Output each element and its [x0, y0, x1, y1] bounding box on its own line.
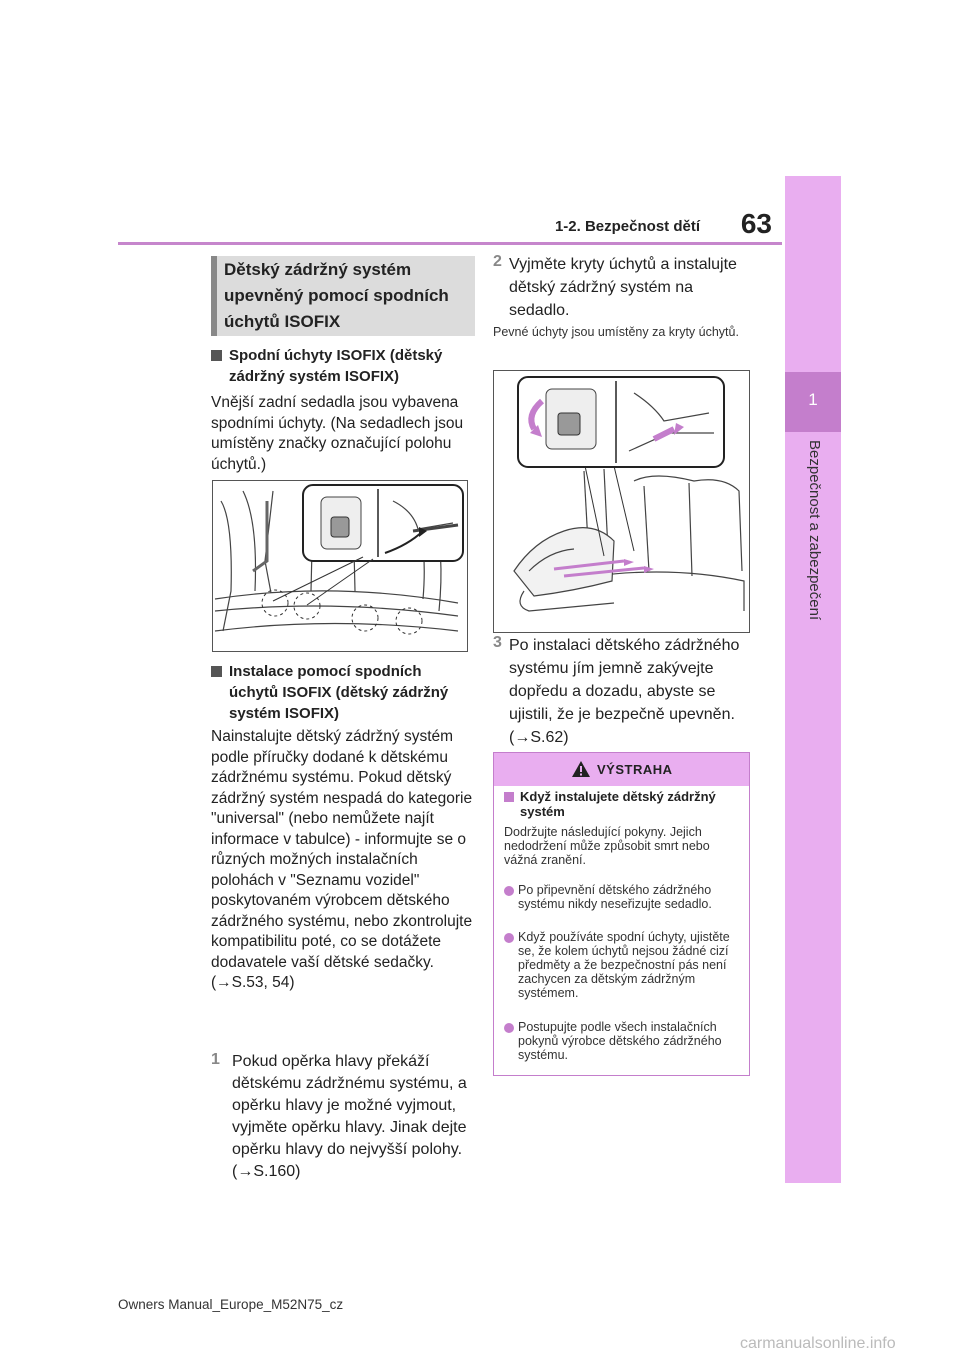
- warning-item-text: Když používáte spodní úchyty, ujistěte se, že kolem úchytů nejsou žádné cizí předměty a že bezpečnostní pás není zachycen za dětským zádržným systémem.: [518, 930, 730, 1000]
- step-text: Pokud opěrka hlavy překáží dětskému zádržnému systému, a opěrku hlavy je možné vyjmout, vyjměte opěrku hlavy. Jinak dejte opěrku hlavy do nejvyšší polohy. (→S.160): [232, 1053, 467, 1180]
- watermark: carmanualsonline.info: [740, 1335, 896, 1352]
- section-title: 1-2. Bezpečnost dětí: [554, 218, 700, 235]
- subheading-text: Spodní úchyty ISOFIX (dětský zádržný systém ISOFIX): [229, 347, 443, 385]
- paragraph-anchors: Vnější zadní sedadla jsou vybavena spodními úchyty. (Na sedadlech jsou umístěny značky označující polohu úchytů.): [211, 394, 464, 473]
- warning-subtitle-text: Když instalujete dětský zádržný systém: [520, 789, 716, 819]
- anchor-caption: Pevné úchyty jsou umístěny za kryty úchytů.: [493, 325, 739, 339]
- chapter-number: 1: [808, 390, 818, 409]
- warning-item: [504, 883, 744, 911]
- warning-item-text: Postupujte podle všech instalačních pokynů výrobce dětského zádržného systému.: [518, 1020, 722, 1062]
- child-seat-drawing: [494, 371, 749, 632]
- warning-item: [504, 1020, 744, 1062]
- square-bullet-icon: [211, 666, 222, 677]
- step-number: 3: [493, 634, 502, 651]
- child-seat-installation-illustration: [493, 370, 750, 633]
- warning-item-text: Po připevnění dětského zádržného systému nikdy neseřizujte sedadlo.: [518, 883, 712, 911]
- subheading-text: Instalace pomocí spodních úchytů ISOFIX (dětský zádržný systém ISOFIX): [229, 663, 449, 722]
- square-bullet-icon: [504, 792, 514, 802]
- subheading-lower-anchors: [211, 345, 471, 387]
- page-number: 63: [740, 208, 772, 239]
- chapter-label: Bezpečnost a zabezpečení: [806, 440, 823, 621]
- warning-title: VÝSTRAHA: [597, 762, 673, 777]
- isofix-anchor-illustration: [212, 480, 468, 652]
- step-2: [493, 253, 757, 322]
- paragraph-installation: Nainstalujte dětský zádržný systém podle příručky dodané k dětskému zádržnému systému. Pokud dětský zádržný systém nespadá do kategorie "universal" (nebo nemůžete najít informace v tabulce) - informujte se o různých možných instalačních polohách v "Seznamu vozidel" poskytovaném výrobcem dětského zádržného systému, nebo zkontrolujte kompatibilitu poté, co se dotážete dodavatele vaší dětské sedačky. (→S.53, 54): [211, 728, 473, 991]
- seat-anchor-drawing: [213, 481, 467, 651]
- round-bullet-icon: [504, 933, 514, 943]
- warning-box: [493, 752, 750, 1076]
- topic-title: Dětský zádržný systém upevněný pomocí spodních úchytů ISOFIX: [224, 260, 449, 331]
- step-1: [211, 1051, 473, 1183]
- subheading-installation: [211, 661, 471, 724]
- step-text: Vyjměte kryty úchytů a instalujte dětský zádržný systém na sedadlo.: [509, 256, 737, 319]
- warning-intro: Dodržujte následující pokyny. Jejich nedodržení může způsobit smrt nebo vážná zranění.: [504, 825, 710, 867]
- warning-subtitle: [504, 789, 742, 819]
- warning-header: [494, 753, 749, 786]
- step-text: Po instalaci dětského zádržného systému jím jemně zakývejte dopředu a dozadu, abyste se ujistili, že je bezpečně upevněn. (→S.62): [509, 637, 740, 746]
- step-number: 2: [493, 253, 502, 270]
- chapter-sidebar: [785, 176, 841, 1183]
- warning-item: [504, 930, 744, 1000]
- step-3: [493, 634, 757, 749]
- step-number: 1: [211, 1051, 220, 1068]
- header-rule: [118, 242, 782, 245]
- warning-triangle-icon: [571, 760, 591, 778]
- square-bullet-icon: [211, 350, 222, 361]
- round-bullet-icon: [504, 1023, 514, 1033]
- round-bullet-icon: [504, 886, 514, 896]
- footer-manual-name: Owners Manual_Europe_M52N75_cz: [118, 1297, 344, 1312]
